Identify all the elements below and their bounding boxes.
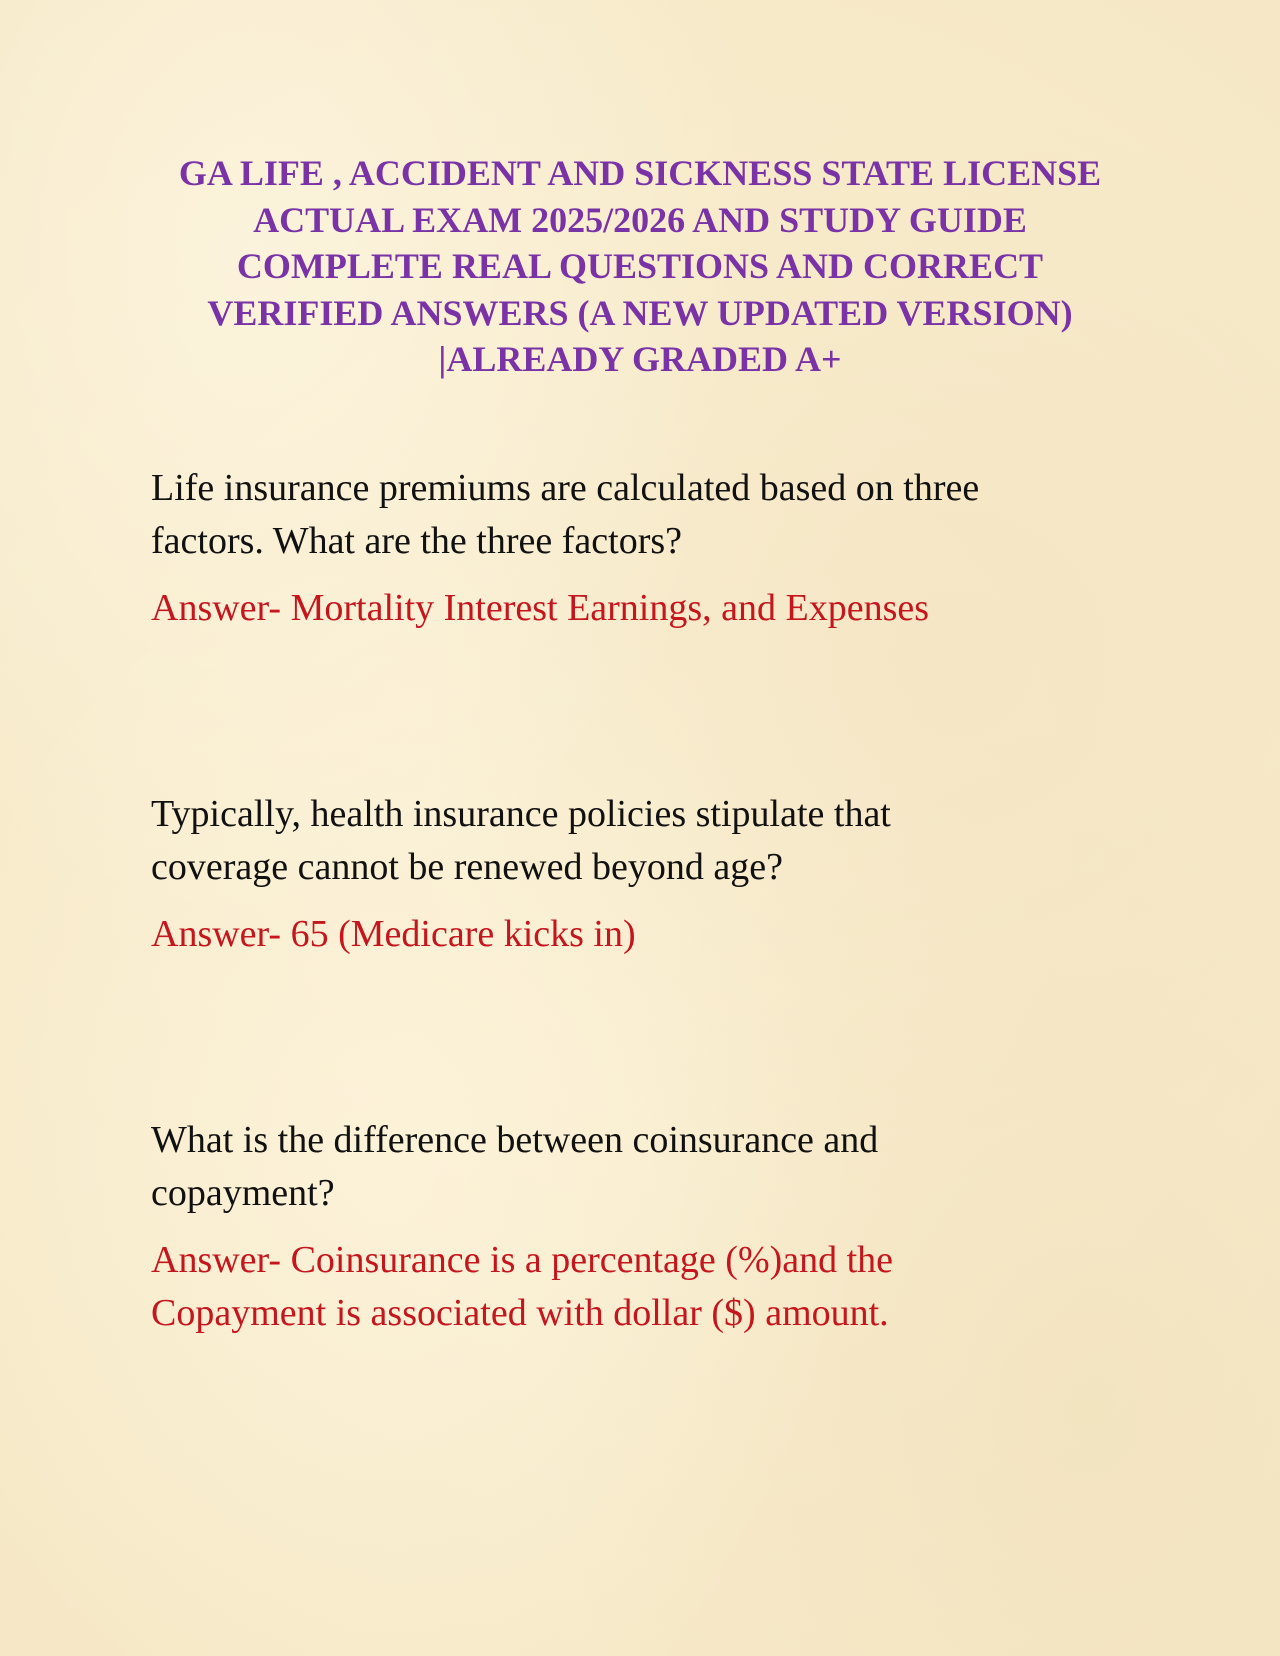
answer-text (151, 1234, 1151, 1340)
answer-line: Answer- Mortality Interest Earnings, and Expenses (151, 587, 930, 629)
question-text (151, 462, 1151, 568)
question-line: coverage cannot be renewed beyond age? (151, 846, 783, 888)
answer-text (151, 582, 1151, 635)
question-line: Typically, health insurance policies stipulate that (151, 793, 891, 835)
question-line: Life insurance premiums are calculated based on three (151, 467, 980, 509)
title-line: GA LIFE , ACCIDENT AND SICKNESS STATE LICENSE (178, 153, 1102, 193)
question-line: What is the difference between coinsurance and (151, 1119, 879, 1161)
question-line: copayment? (151, 1172, 335, 1214)
qa-item (151, 788, 1151, 961)
qa-item (151, 462, 1151, 635)
answer-text (151, 908, 1151, 961)
answer-line: Copayment is associated with dollar ($) amount. (151, 1292, 889, 1334)
question-text (151, 1114, 1151, 1220)
answer-line: Answer- 65 (Medicare kicks in) (151, 913, 636, 955)
document-title (140, 150, 1140, 383)
qa-item (151, 1114, 1151, 1340)
title-line: ACTUAL EXAM 2025/2026 AND STUDY GUIDE (253, 199, 1027, 240)
answer-line: Answer- Coinsurance is a percentage (%)and the (151, 1239, 894, 1281)
title-line: VERIFIED ANSWERS (A NEW UPDATED VERSION) (207, 292, 1073, 333)
question-text (151, 788, 1151, 894)
title-line: |ALREADY GRADED A+ (438, 339, 842, 379)
question-line: factors. What are the three factors? (151, 520, 682, 562)
title-line: COMPLETE REAL QUESTIONS AND CORRECT (236, 246, 1044, 286)
